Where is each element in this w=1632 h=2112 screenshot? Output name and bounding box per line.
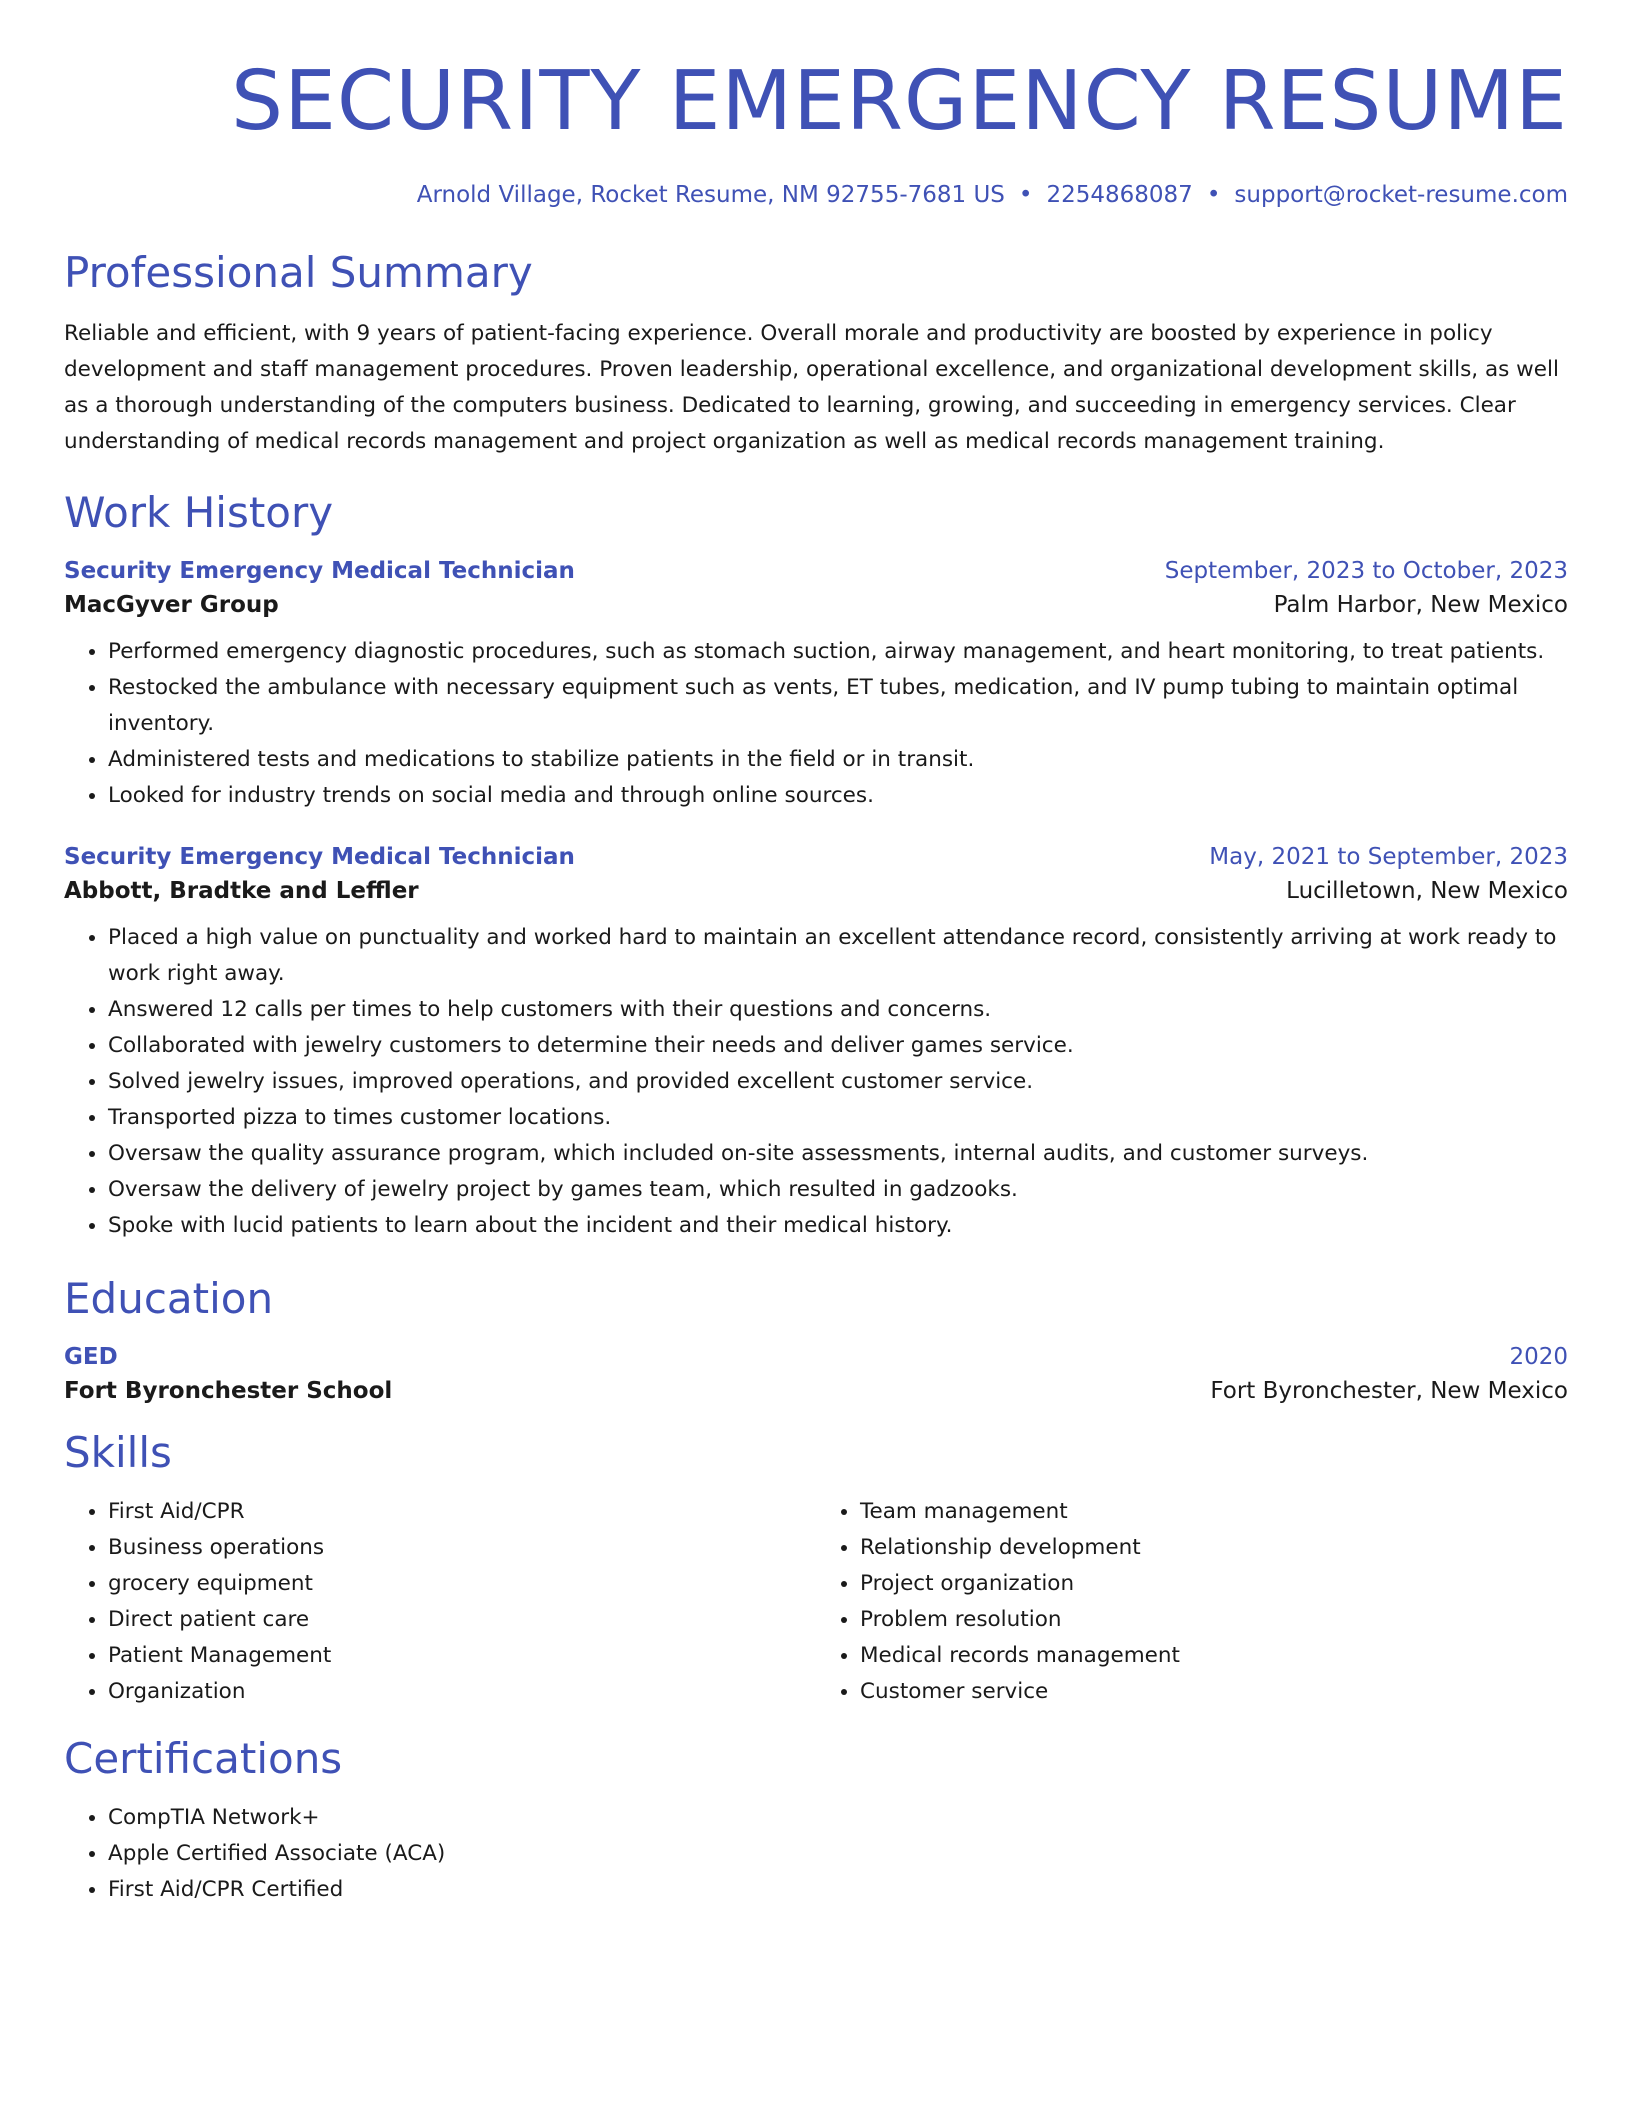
contact-phone: 2254868087 bbox=[1046, 182, 1193, 208]
skill-item: • Direct patient care bbox=[108, 1602, 816, 1638]
job-dates: May, 2021 to September, 2023 bbox=[1209, 844, 1568, 870]
skill-item: • Team management bbox=[860, 1494, 1568, 1530]
job-duties bbox=[64, 634, 1568, 814]
job-subheader bbox=[64, 878, 1568, 904]
summary-section bbox=[64, 248, 1568, 460]
job-duty: • Transported pizza to times customer locations. bbox=[108, 1100, 1568, 1136]
job-duty: • Looked for industry trends on social media and through online sources. bbox=[108, 778, 1568, 814]
skill-item: • grocery equipment bbox=[108, 1566, 816, 1602]
work-history-section bbox=[64, 488, 1568, 1244]
certifications-list bbox=[64, 1800, 1568, 1908]
education-subheader bbox=[64, 1378, 1568, 1404]
education-year: 2020 bbox=[1509, 1344, 1568, 1370]
certifications-section bbox=[64, 1734, 1568, 1908]
job-title: Security Emergency Medical Technician bbox=[64, 558, 575, 584]
section-title-summary: Professional Summary bbox=[64, 248, 533, 297]
job-title: Security Emergency Medical Technician bbox=[64, 844, 575, 870]
job-duty: • Answered 12 calls per times to help customers with their questions and concerns. bbox=[108, 992, 1568, 1028]
contact-line bbox=[64, 178, 1568, 212]
skills-list-left bbox=[64, 1494, 816, 1710]
skills-list-right bbox=[816, 1494, 1568, 1710]
job-header bbox=[64, 844, 1568, 870]
certification-item: • First Aid/CPR Certified bbox=[108, 1872, 1568, 1908]
job-duty: • Collaborated with jewelry customers to determine their needs and deliver games service. bbox=[108, 1028, 1568, 1064]
job-dates: September, 2023 to October, 2023 bbox=[1164, 558, 1568, 584]
certification-item: • Apple Certified Associate (ACA) bbox=[108, 1836, 1568, 1872]
resume-title: SECURITY EMERGENCY RESUME bbox=[231, 54, 1568, 149]
job-company: Abbott, Bradtke and Leffler bbox=[64, 878, 419, 904]
job-entry bbox=[64, 844, 1568, 1244]
job-subheader bbox=[64, 592, 1568, 618]
job-duties bbox=[64, 920, 1568, 1244]
job-company: MacGyver Group bbox=[64, 592, 279, 618]
job-duty: • Oversaw the quality assurance program, which included on-site assessments, internal audits, and customer surveys. bbox=[108, 1136, 1568, 1172]
job-location: Palm Harbor, New Mexico bbox=[1273, 592, 1568, 618]
summary-text: Reliable and efficient, with 9 years of patient-facing experience. Overall morale and productivity are boosted by experience in policy development and staff management procedures. Proven leadership, operational excellence, and organizational development skills, as well as a thorough understanding of the computers business. Dedicated to learning, growing, and succeeding in emergency services. Clear understanding of medical records management and project organization as well as medical records management training. bbox=[64, 321, 1559, 454]
skill-item: • Customer service bbox=[860, 1674, 1568, 1710]
job-duty: • Administered tests and medications to stabilize patients in the field or in transit. bbox=[108, 742, 1568, 778]
section-title-skills: Skills bbox=[64, 1428, 172, 1477]
skill-item: • Project organization bbox=[860, 1566, 1568, 1602]
job-entry bbox=[64, 558, 1568, 814]
education-degree: GED bbox=[64, 1344, 118, 1370]
certification-item: • CompTIA Network+ bbox=[108, 1800, 1568, 1836]
education-school: Fort Byronchester School bbox=[64, 1378, 393, 1404]
skill-item: • Relationship development bbox=[860, 1530, 1568, 1566]
job-location: Lucilletown, New Mexico bbox=[1286, 878, 1568, 904]
education-section bbox=[64, 1274, 1568, 1404]
section-title-education: Education bbox=[64, 1274, 274, 1323]
contact-separator: • bbox=[1018, 182, 1033, 208]
job-duty: • Solved jewelry issues, improved operations, and provided excellent customer service. bbox=[108, 1064, 1568, 1100]
education-header bbox=[64, 1344, 1568, 1370]
contact-email[interactable]: support@rocket-resume.com bbox=[1234, 182, 1568, 208]
skill-item: • Business operations bbox=[108, 1530, 816, 1566]
job-header bbox=[64, 558, 1568, 584]
job-duty: • Spoke with lucid patients to learn about the incident and their medical history. bbox=[108, 1208, 1568, 1244]
contact-separator: • bbox=[1206, 182, 1221, 208]
job-duty: • Placed a high value on punctuality and worked hard to maintain an excellent attendance record, consistently arriving at work ready to work right away. bbox=[108, 920, 1568, 992]
skill-item: • Problem resolution bbox=[860, 1602, 1568, 1638]
section-title-certifications: Certifications bbox=[64, 1734, 343, 1783]
job-duty: • Performed emergency diagnostic procedures, such as stomach suction, airway management, and heart monitoring, to treat patients. bbox=[108, 634, 1568, 670]
education-location: Fort Byronchester, New Mexico bbox=[1210, 1378, 1568, 1404]
skill-item: • First Aid/CPR bbox=[108, 1494, 816, 1530]
section-title-work-history: Work History bbox=[64, 488, 334, 537]
skill-item: • Organization bbox=[108, 1674, 816, 1710]
job-duty: • Restocked the ambulance with necessary equipment such as vents, ET tubes, medication, and IV pump tubing to maintain optimal inventory. bbox=[108, 670, 1568, 742]
skills-section bbox=[64, 1428, 1568, 1710]
skill-item: • Patient Management bbox=[108, 1638, 816, 1674]
skill-item: • Medical records management bbox=[860, 1638, 1568, 1674]
job-duty: • Oversaw the delivery of jewelry project by games team, which resulted in gadzooks. bbox=[108, 1172, 1568, 1208]
skills-columns bbox=[64, 1494, 1568, 1710]
contact-address: Arnold Village, Rocket Resume, NM 92755-7681 US bbox=[416, 182, 1005, 208]
